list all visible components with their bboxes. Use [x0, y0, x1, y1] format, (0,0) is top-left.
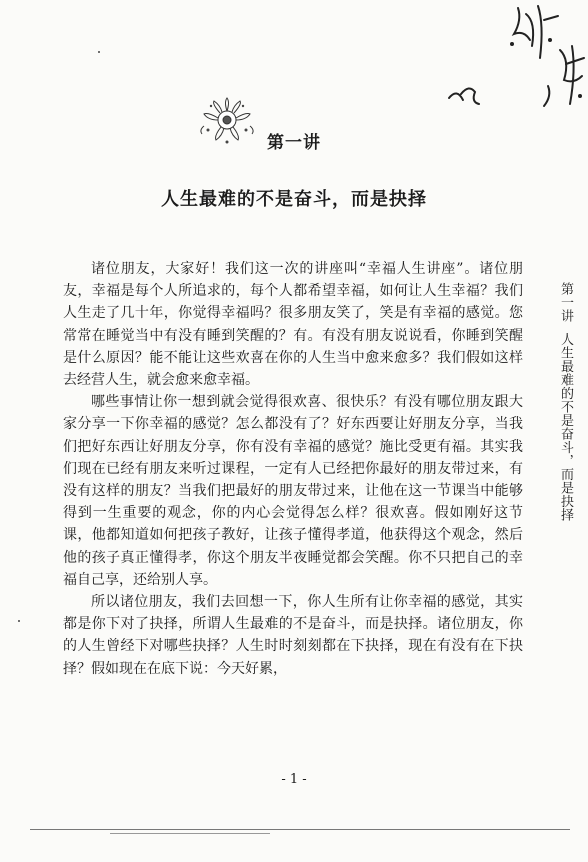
chapter-subtitle: 人生最难的不是奋斗，而是抉择: [161, 189, 427, 210]
side-running-header: [540, 282, 574, 522]
side-chapter-label: 第一讲: [558, 282, 573, 323]
body-paragraph: 哪些事情让你一想到就会觉得很欢喜、很快乐？有没有哪位朋友跟大家分享一下你幸福的感觉？怎么都没有了？好东西要让好朋友分享，当我们把好东西让好朋友分享，你有没有幸福的感觉？施比受更有福。其实我们现在已经有朋友来听过课程，一定有人已经把你最好的朋友带过来，有没有这样的朋友？当我们把最好的朋友带过来，让他在这一节课当中能够得到一生重要的观念，你的内心会觉得怎么样？很欢喜。假如刚好这节课，他都知道如何把孩子教好，让孩子懂得孝道，他获得这个观念，然后他的孩子真正懂得孝，你这个朋友半夜睡觉都会笑醒。你不只把自己的幸福自己享，还给别人享。: [63, 394, 523, 588]
ink-mark-icon: [445, 80, 485, 108]
ink-speck: [18, 620, 20, 622]
page-number: - 1 -: [281, 772, 307, 787]
body-paragraph: 所以诸位朋友，我们去回想一下，你人生所有让你幸福的感觉，其实都是你下对了抉择，所谓人生最难的不是奋斗，而是抉择。诸位朋友，你的人生曾经下对哪些抉择？人生时时刻刻都在下抉择，现在有没有在下抉择？假如现在在底下说：今天好累，: [63, 594, 523, 677]
body-paragraph: 诸位朋友，大家好！我们这一次的讲座叫“幸福人生讲座”。诸位朋友，幸福是每个人所追求的，每个人都希望幸福，如何让人生幸福？我们人生走了几十年，你觉得幸福吗？很多朋友笑了，笑是有幸福的感觉。您常常在睡觉当中有没有睡到笑醒的？有。有没有朋友说说看，你睡到笑醒是什么原因？能不能让这些欢喜在你的人生当中愈来愈多？我们假如这样去经营人生，就会愈来愈幸福。: [63, 261, 523, 389]
side-chapter-subtitle: 人生最难的不是奋斗，而是抉择: [558, 332, 573, 522]
body-text: [63, 258, 523, 680]
bottom-rule: [110, 833, 270, 834]
chapter-title: 第一讲: [267, 133, 321, 153]
ink-speck: [98, 51, 100, 53]
bottom-rule: [30, 829, 570, 830]
calligraphy-stamp-icon: [500, 0, 588, 120]
